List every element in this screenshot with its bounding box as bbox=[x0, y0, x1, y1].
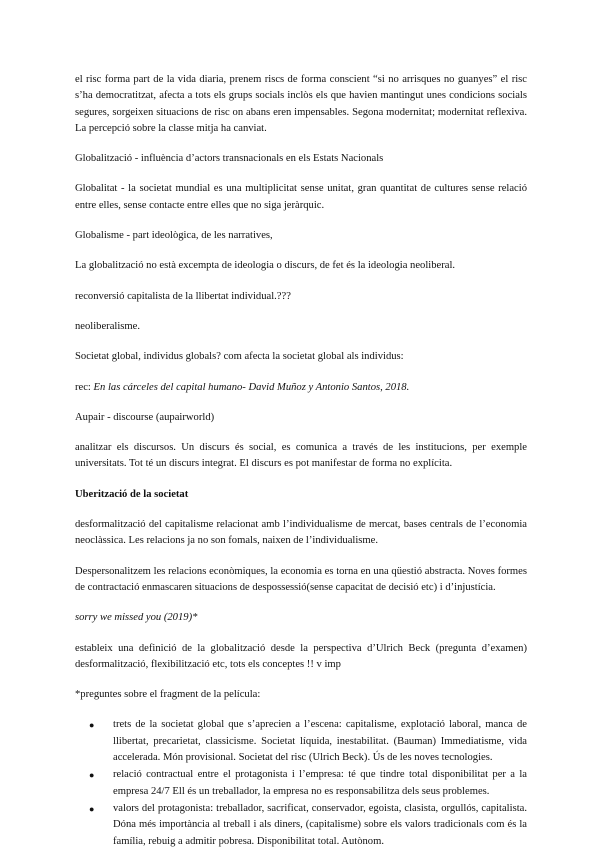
paragraph-desformalitzacio: desformalització del capitalisme relacionat amb l’individualisme de mercat, bases centrals de l’economia neoclàssica. Les relacions ja no son fomals, naixen de l’individualisme. bbox=[75, 519, 527, 547]
bullet-icon: ● bbox=[89, 770, 95, 781]
paragraph-despersonalitzem: Despersonalitzem les relacions econòmiques, la economia es torna en una qüestió abstracta. Noves formes de contractació enmascaren situacions de despossessió(sense capacitat de decisió etc) i d’injustícia. bbox=[75, 565, 527, 593]
list-item-text: relació contractual entre el protagonista i l’empresa: té que tindre total disponibilitat per a la empresa 24/7 Ell és un treballador, la empresa no es responsabilitza dels seus problemes. bbox=[113, 769, 527, 797]
paragraph-aupair: Aupair - discourse (aupairworld) bbox=[75, 411, 215, 423]
paragraph-discursos: analitzar els discursos. Un discurs és social, es comunica a través de les institucions, per exemple universitats. Tot té un discurs integrat. El discurs es pot manifestar de forma no explícita. bbox=[75, 442, 527, 470]
list-item bbox=[75, 801, 527, 850]
list-item bbox=[75, 767, 527, 800]
section-heading: Uberització de la societat bbox=[75, 488, 189, 500]
paragraph-ideologia: La globalització no està excempta de ideologia o discurs, de fet és la ideologia neoliberal. bbox=[75, 260, 456, 272]
list-item bbox=[75, 717, 527, 766]
bullet-list bbox=[75, 717, 527, 849]
paragraph-neoliberalisme: neoliberalisme. bbox=[75, 320, 141, 332]
recommendation-title: En las cárceles del capital humano- David Muñoz y Antonio Santos, 2018. bbox=[93, 381, 410, 393]
paragraph-preguntes: *preguntes sobre el fragment de la película: bbox=[75, 689, 261, 701]
document-page bbox=[75, 72, 527, 851]
recommendation-prefix: rec: bbox=[75, 381, 94, 393]
paragraph-reconversio: reconversió capitalista de la llibertat individual.??? bbox=[75, 290, 291, 302]
paragraph-risk-society: el risc forma part de la vida diaria, prenem riscs de forma conscient “si no arrisques no guanyes” el risc s’ha democratitzat, afecta a tots els grups socials inclòs els que havien mantingut unes condicions socials segures, sorgeixen situacions de risc on abans eren impensables. Segona modernitat; modernitat reflexiva. La percepció sobre la classe mitja ha canviat. bbox=[75, 74, 527, 134]
paragraph-definicio: estableix una definició de la globalització desde la perspectiva d’Ulrich Beck (pregunta d’examen) desformalització, flexibilització etc, tots els conceptes !! v imp bbox=[75, 642, 527, 670]
paragraph-film-title: sorry we missed you (2019)* bbox=[75, 612, 198, 624]
paragraph-globalitat: Globalitat - la societat mundial es una multiplicitat sense unitat, gran quantitat de cultures sense relació entre elles, sense contacte entre elles que no siga jeràrquic. bbox=[75, 183, 527, 211]
bullet-icon: ● bbox=[89, 803, 95, 814]
list-item-text: trets de la societat global que s’aprecien a l’escena: capitalisme, explotació laboral, manca de llibertat, precarietat, classicisme. Societat líquida, inestabilitat. (Bauman) Immediatisme, vida accelerada. Món provisional. Societat del risc (Ulrich Beck). Ús de les noves tecnologies. bbox=[113, 719, 527, 764]
bullet-icon: ● bbox=[89, 720, 95, 731]
paragraph-societat-global: Societat global, individus globals? com afecta la societat global als individus: bbox=[75, 351, 404, 363]
list-item-text: valors del protagonista: treballador, sacrificat, conservador, egoista, clasista, orgullós, capitalista. Dóna més importància al treball i als diners, (capitalisme) sobre els valors tradicionals com és la família, rebuig a admitir pobresa. Disponibilitat total. Autònom. bbox=[113, 802, 527, 847]
paragraph-recommendation bbox=[75, 380, 527, 396]
paragraph-globalitzacio: Globalització - influència d’actors transnacionals en els Estats Nacionals bbox=[75, 153, 384, 165]
paragraph-globalisme: Globalisme - part ideològica, de les narratives, bbox=[75, 230, 273, 242]
